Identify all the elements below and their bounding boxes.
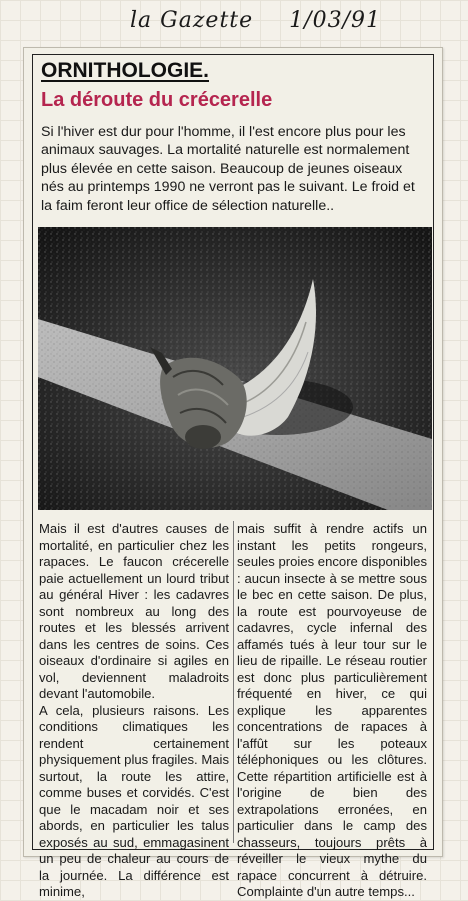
article-paragraph: A cela, plusieurs raisons. Les conditions climatiques les rendent certainement physiquement plus fragiles. Mais surtout, la route les attire, comme buses et corvidés. C'est que le macadam noir et ses abords, en particulier les talus exposés au sud, emmagasinent un peu de chaleur au cours de la journée. La différence est minime, <box>39 702 229 899</box>
article-paragraph: mais suffit à rendre actifs un instant les petits rongeurs, seules proies encore disponibles : aucun insecte à se mettre sous le bec en cette saison. De plus, la route est pourvoyeuse de cadavres, cycle infernal des affamés tués à leur tour sur le lieu de ripaille. Le réseau routier est donc plus particulièrement fréquenté en hiver, ce qui explique les apparentes concentrations de rapaces à l'affût sur les poteaux téléphoniques ou les clôtures. Cette répartition artificielle est à l'origine de bien des extrapolations erronées, en particulier dans le camp des chasseurs, toujours prêts à réveiller le vieux mythe du rapace concurrent à détruire. Complainte d'un autre temps... <box>237 521 427 899</box>
article-headline: La déroute du crécerelle <box>41 89 273 111</box>
article-frame <box>32 54 434 899</box>
handwritten-annotation <box>130 8 381 33</box>
handwritten-publication: la Gazette <box>130 8 254 33</box>
dead-kestrel-on-road-image <box>38 227 432 510</box>
kestrel-photo <box>38 227 432 510</box>
article-lead: Si l'hiver est dur pour l'homme, il l'est encore plus pour les animaux sauvages. La mortalité naturelle est normalement plus élevée en cette saison. Beaucoup de jeunes oiseaux nés au printemps 1990 ne verront pas le suivant. Le froid et la faim feront leur office de sélection naturelle.. <box>41 124 415 214</box>
article-kicker: ORNITHOLOGIE. <box>41 59 209 82</box>
column-divider <box>233 521 234 843</box>
handwritten-date: 1/03/91 <box>289 8 381 33</box>
article-paragraph: Mais il est d'autres causes de mortalité, en particulier chez les rapaces. Le faucon crécerelle paie actuellement un lourd tribut au général Hiver : les cadavres sont nombreux au long des routes et les blessés arrivent dans les centres de soins. Ces oiseaux d'ordinaire si agiles en vol, deviennent maladroits devant l'automobile. <box>39 521 229 701</box>
article-column-left <box>39 521 229 901</box>
newspaper-clipping <box>23 47 443 899</box>
article-column-right <box>237 521 427 901</box>
